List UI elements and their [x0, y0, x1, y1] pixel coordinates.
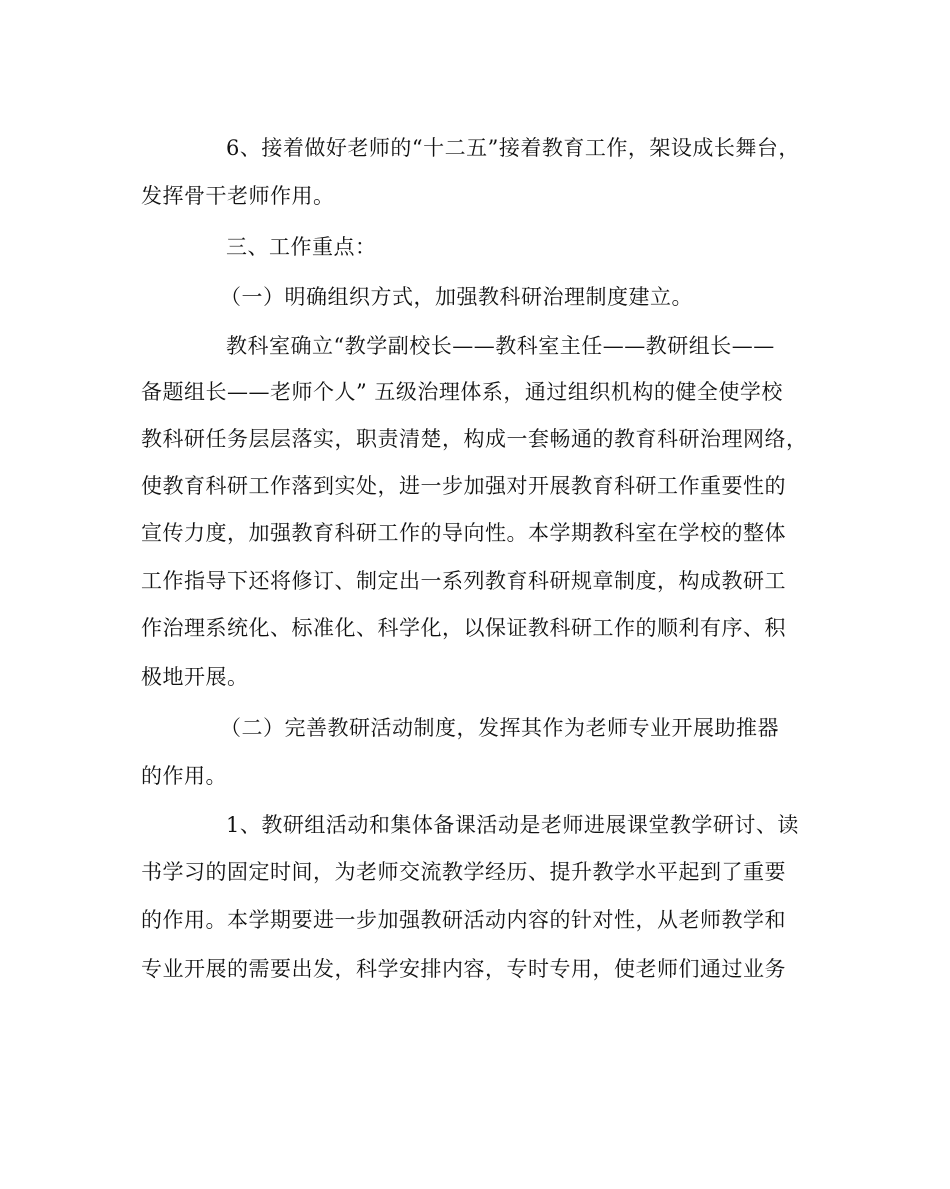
paragraph-line: 书学习的固定时间，为老师交流教学经历、提升教学水平起到了重要 — [141, 860, 786, 884]
paragraph-line: 宣传力度，加强教育科研工作的导向性。本学期教科室在学校的整体 — [141, 521, 786, 545]
paragraph-line: 使教育科研工作落到实处，进一步加强对开展教育科研工作重要性的 — [141, 474, 786, 498]
paragraph-line: 作治理系统化、标准化、科学化，以保证教科研工作的顺利有序、积 — [141, 616, 786, 640]
section-heading: 三、工作重点： — [226, 235, 377, 259]
paragraph-line: 发挥骨干老师作用。 — [141, 184, 335, 208]
paragraph-line: 专业开展的需要出发，科学安排内容，专时专用，使老师们通过业务 — [141, 957, 786, 981]
paragraph-line: 备题组长——老师个人” 五级治理体系，通过组织机构的健全使学校 — [141, 380, 783, 404]
paragraph-line: 1、教研组活动和集体备课活动是老师进展课堂教学研讨、读 — [226, 813, 799, 837]
paragraph-line: 的作用。本学期要进一步加强教研活动内容的针对性，从老师教学和 — [141, 908, 786, 932]
subsection-heading: （一）明确组织方式，加强教科研治理制度建立。 — [220, 285, 693, 309]
subsection-heading: （二）完善教研活动制度，发挥其作为老师专业开展助推器 — [220, 716, 779, 740]
paragraph-line: 6、接着做好老师的“十二五”接着教育工作，架设成长舞台， — [226, 136, 800, 160]
paragraph-line: 教科室确立“教学副校长——教科室主任——教研组长—— — [226, 334, 775, 358]
paragraph-line: 工作指导下还将修订、制定出一系列教育科研规章制度，构成教研工 — [141, 569, 786, 593]
paragraph-line: 教科研任务层层落实，职责清楚，构成一套畅通的教育科研治理网络， — [141, 427, 808, 451]
paragraph-line: 的作用。 — [141, 764, 227, 788]
paragraph-line: 极地开展。 — [141, 665, 249, 689]
